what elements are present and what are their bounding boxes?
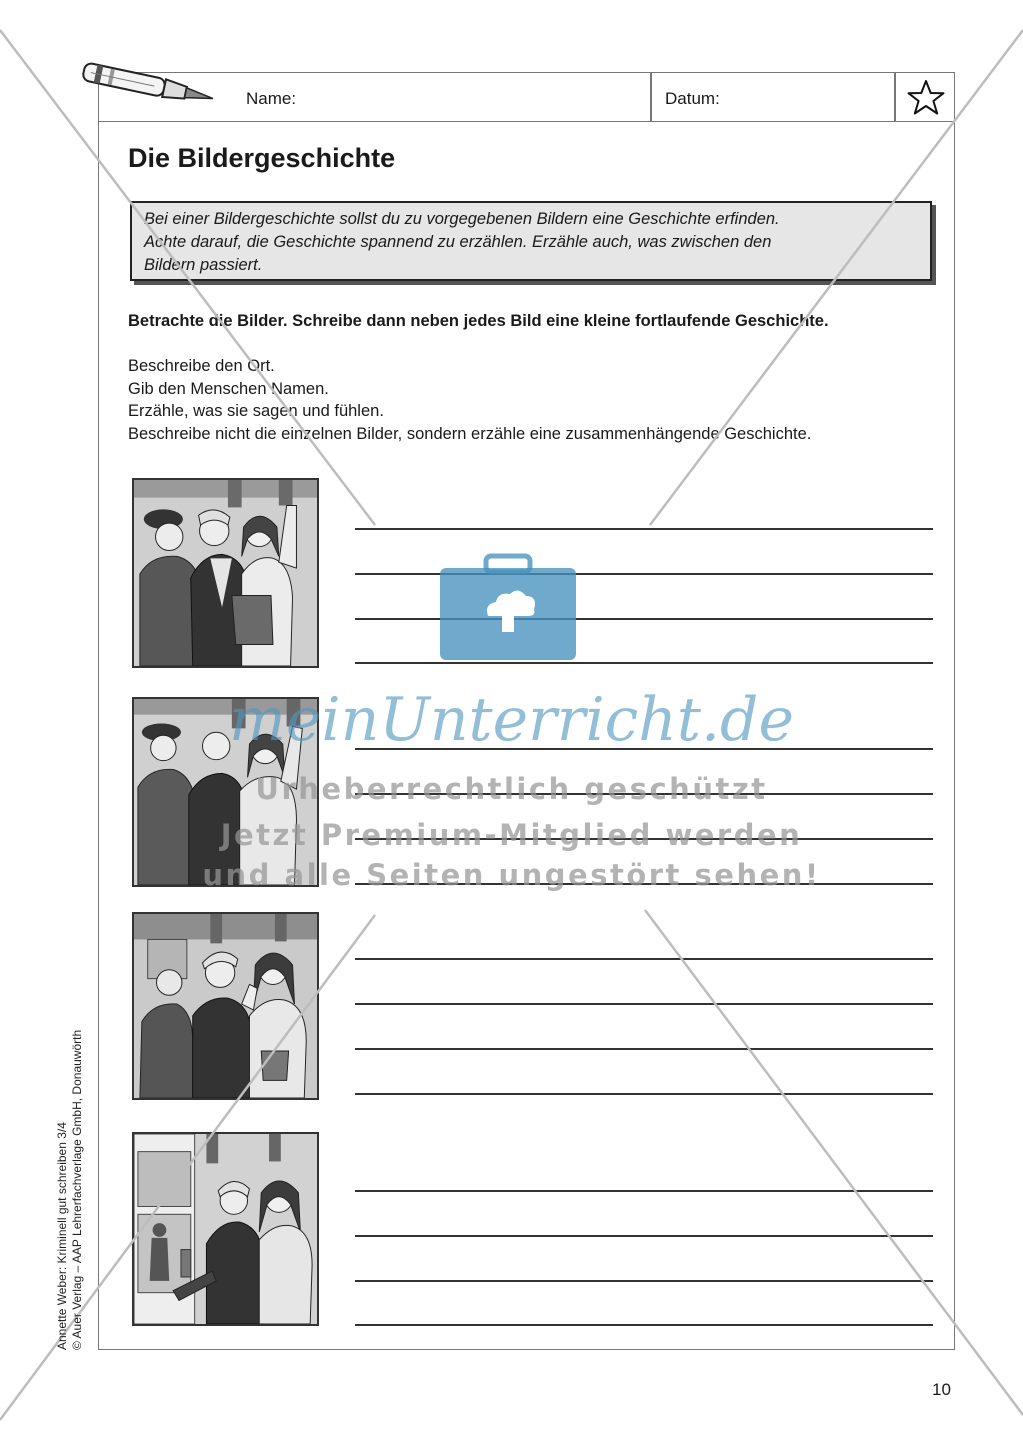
hint-item: Beschreibe nicht die einzelnen Bilder, sondern erzähle eine zusammenhängende Geschichte. bbox=[128, 424, 812, 443]
name-label: Name: bbox=[246, 89, 297, 108]
watermark-brand: meinUnterricht.de bbox=[229, 685, 794, 755]
watermark-line: und alle Seiten ungestört sehen! bbox=[202, 858, 821, 892]
writing-line[interactable] bbox=[355, 528, 933, 530]
task-instruction: Betrachte die Bilder. Schreibe dann neben jedes Bild eine kleine fortlaufende Geschichte. bbox=[128, 312, 829, 330]
story-picture-3 bbox=[132, 912, 319, 1100]
writing-line[interactable] bbox=[355, 838, 933, 840]
story-picture-4 bbox=[132, 1132, 319, 1326]
info-line: Bildern passiert. bbox=[144, 256, 263, 274]
header-bar bbox=[98, 72, 955, 122]
info-box bbox=[130, 201, 932, 281]
writing-line[interactable] bbox=[355, 748, 933, 750]
writing-line[interactable] bbox=[355, 1190, 933, 1192]
writing-line[interactable] bbox=[355, 793, 933, 795]
story-picture-2 bbox=[132, 697, 319, 887]
hint-item: Beschreibe den Ort. bbox=[128, 357, 275, 375]
hints-list bbox=[128, 355, 811, 445]
writing-line[interactable] bbox=[355, 1048, 933, 1050]
watermark-line: Urheberrechtlich geschützt bbox=[255, 772, 768, 806]
writing-line[interactable] bbox=[355, 1324, 933, 1326]
watermark-line: Jetzt Premium-Mitglied werden bbox=[220, 818, 803, 852]
story-picture-1 bbox=[132, 478, 319, 668]
copyright-note bbox=[55, 1030, 85, 1350]
writing-line[interactable] bbox=[355, 1003, 933, 1005]
writing-line[interactable] bbox=[355, 662, 933, 664]
fountain-pen-icon bbox=[74, 62, 224, 112]
hint-item: Gib den Menschen Namen. bbox=[128, 379, 329, 398]
author-line: Annette Weber: Kriminell gut schreiben 3/4 bbox=[55, 1122, 69, 1350]
page-title: Die Bildergeschichte bbox=[128, 143, 396, 173]
info-line: Bei einer Bildergeschichte sollst du zu vorgegebenen Bildern eine Geschichte erfinden. bbox=[144, 210, 780, 228]
header-separator bbox=[894, 72, 896, 122]
writing-line[interactable] bbox=[355, 883, 933, 885]
hint-item: Erzähle, was sie sagen und fühlen. bbox=[128, 402, 384, 420]
header-separator bbox=[650, 72, 652, 122]
date-label: Datum: bbox=[665, 89, 720, 108]
star-icon bbox=[906, 78, 946, 118]
writing-line[interactable] bbox=[355, 1093, 933, 1095]
publisher-line: © Auer Verlag – AAP Lehrerfachverlage GmbH, Donauwörth bbox=[70, 1029, 84, 1350]
writing-line[interactable] bbox=[355, 1235, 933, 1237]
info-line: Achte darauf, die Geschichte spannend zu erzählen. Erzähle auch, was zwischen den bbox=[144, 233, 772, 251]
page-number: 10 bbox=[932, 1380, 951, 1399]
briefcase-cloud-icon bbox=[438, 552, 578, 662]
writing-line[interactable] bbox=[355, 958, 933, 960]
writing-line[interactable] bbox=[355, 1280, 933, 1282]
